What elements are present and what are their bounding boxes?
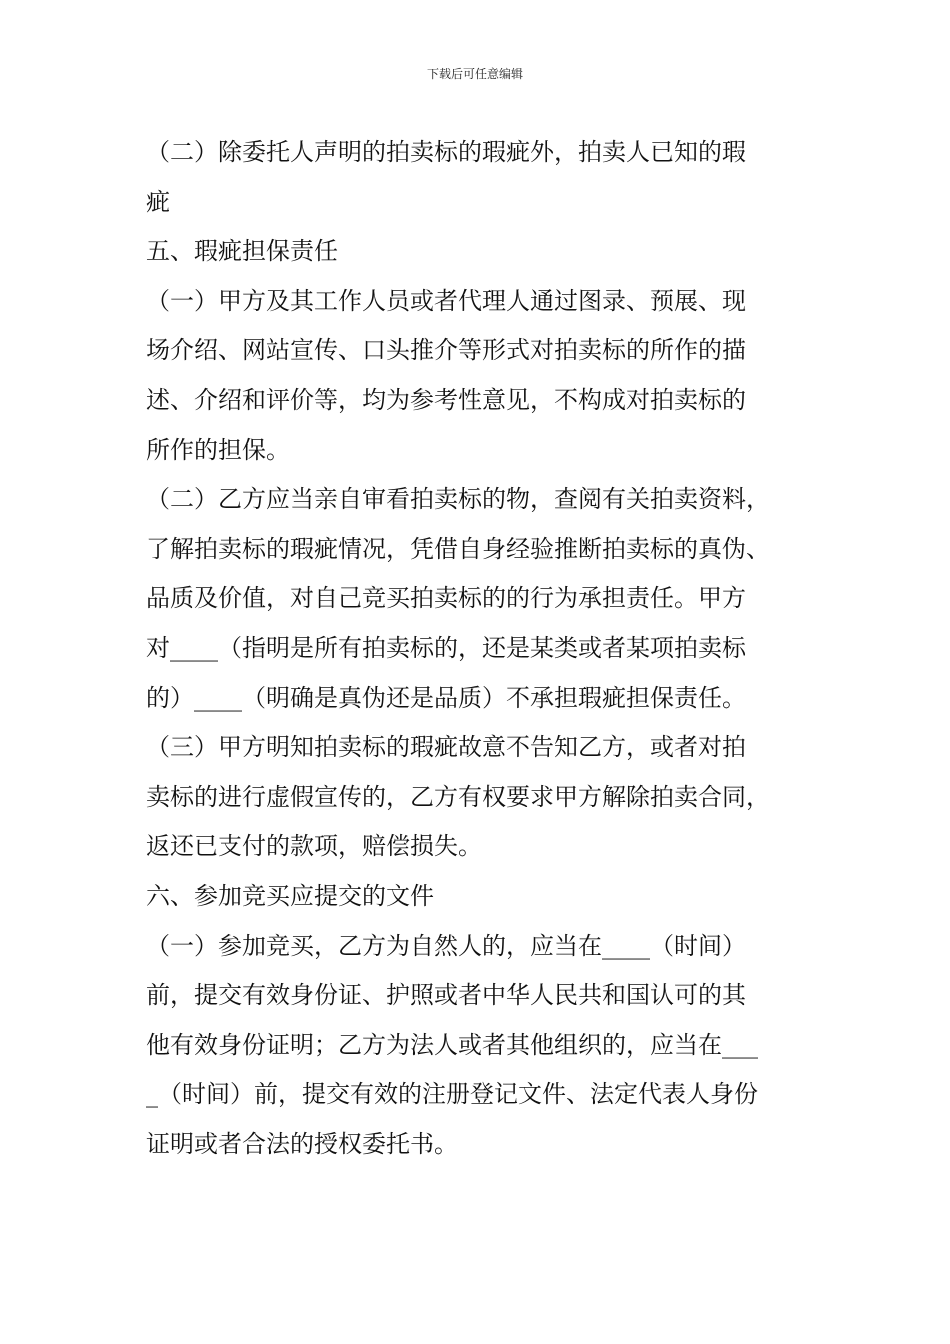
text-line: 卖标的进行虚假宣传的，乙方有权要求甲方解除拍卖合同， [146,782,770,811]
text-line: （二）除委托人声明的拍卖标的瑕疵外，拍卖人已知的瑕 [146,138,746,166]
text-line: 证明或者合法的授权委托书。 [146,1129,458,1158]
text-line: 他有效身份证明；乙方为法人或者其他组织的，应当在___ [146,1030,758,1059]
text-line: 场介绍、网站宣传、口头推介等形式对拍卖标的所作的描 [146,336,746,365]
text-line: （一）甲方及其工作人员或者代理人通过图录、预展、现 [146,286,746,315]
text-line: 的）____（明确是真伪还是品质）不承担瑕疵担保责任。 [146,683,746,712]
text-line: 对____（指明是所有拍卖标的，还是某类或者某项拍卖标 [146,633,746,662]
text-line: （二）乙方应当亲自审看拍卖标的物，查阅有关拍卖资料， [146,485,770,514]
document-body [146,128,806,1169]
text-line: （三）甲方明知拍卖标的瑕疵故意不告知乙方，或者对拍 [146,733,746,762]
text-line: （一）参加竞买，乙方为自然人的，应当在____（时间） [146,931,746,960]
text-line: 前，提交有效身份证、护照或者中华人民共和国认可的其 [146,981,746,1010]
text-line: 返还已支付的款项，赔偿损失。 [146,832,482,861]
text-line: 疵 [146,187,170,216]
section-heading: 六、参加竞买应提交的文件 [146,881,434,910]
text-line: 了解拍卖标的瑕疵情况，凭借自身经验推断拍卖标的真伪、 [146,534,770,563]
text-line: 述、介绍和评价等，均为参考性意见，不构成对拍卖标的 [146,385,746,414]
text-line: 所作的担保。 [146,435,290,464]
text-line: _（时间）前，提交有效的注册登记文件、法定代表人身份 [146,1080,758,1109]
section-heading: 五、瑕疵担保责任 [146,237,338,266]
text-line: 品质及价值，对自己竞买拍卖标的的行为承担责任。甲方 [146,584,746,613]
header-note: 下载后可任意编辑 [426,67,523,81]
